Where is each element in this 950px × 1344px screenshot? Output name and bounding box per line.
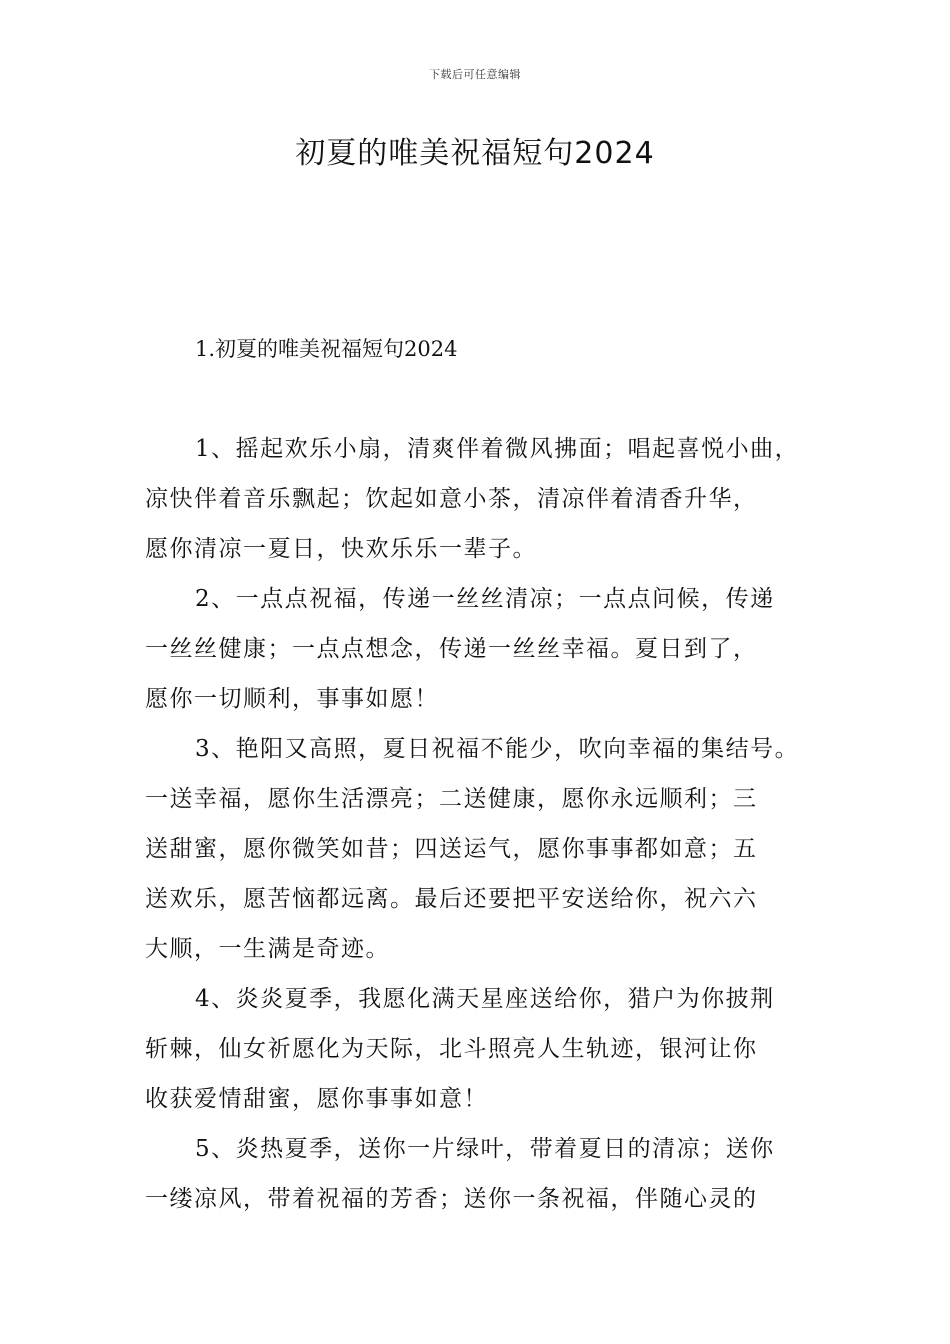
paragraph-5	[145, 1124, 835, 1224]
paragraph-line: 4、炎炎夏季，我愿化满天星座送给你，猎户为你披荆	[195, 986, 775, 1012]
paragraph-1	[145, 424, 835, 574]
paragraph-line: 一送幸福，愿你生活漂亮；二送健康，愿你永远顺利；三	[145, 786, 758, 812]
paragraph-4	[145, 974, 835, 1124]
paragraph-line: 斩棘，仙女祈愿化为天际，北斗照亮人生轨迹，银河让你	[145, 1036, 758, 1062]
paragraph-line: 愿你清凉一夏日，快欢乐乐一辈子。	[145, 536, 537, 562]
paragraph-line: 一缕凉风，带着祝福的芳香；送你一条祝福，伴随心灵的	[145, 1186, 758, 1212]
paragraph-3	[145, 724, 835, 974]
paragraph-line: 送甜蜜，愿你微笑如昔；四送运气，愿你事事都如意；五	[145, 836, 758, 862]
paragraph-line: 1、摇起欢乐小扇，清爽伴着微风拂面；唱起喜悦小曲，	[195, 436, 800, 462]
paragraph-line: 愿你一切顺利，事事如愿！	[145, 686, 439, 712]
paragraph-2	[145, 574, 835, 724]
paragraph-line: 送欢乐，愿苦恼都远离。最后还要把平安送给你，祝六六	[145, 886, 758, 912]
body-text	[145, 424, 835, 1224]
header-note: 下载后可任意编辑	[429, 68, 521, 81]
section-heading: 1.初夏的唯美祝福短句2024	[195, 337, 458, 361]
paragraph-line: 2、一点点祝福，传递一丝丝清凉；一点点问候，传递	[195, 586, 775, 612]
document-title: 初夏的唯美祝福短句2024	[295, 136, 655, 171]
paragraph-line: 一丝丝健康；一点点想念，传递一丝丝幸福。夏日到了，	[145, 636, 758, 662]
paragraph-line: 凉快伴着音乐飘起；饮起如意小茶，清凉伴着清香升华，	[145, 486, 758, 512]
paragraph-line: 收获爱情甜蜜，愿你事事如意！	[145, 1086, 488, 1112]
paragraph-line: 大顺，一生满是奇迹。	[145, 936, 390, 962]
paragraph-line: 3、艳阳又高照，夏日祝福不能少，吹向幸福的集结号。	[195, 736, 800, 762]
paragraph-line: 5、炎热夏季，送你一片绿叶，带着夏日的清凉；送你	[195, 1136, 775, 1162]
